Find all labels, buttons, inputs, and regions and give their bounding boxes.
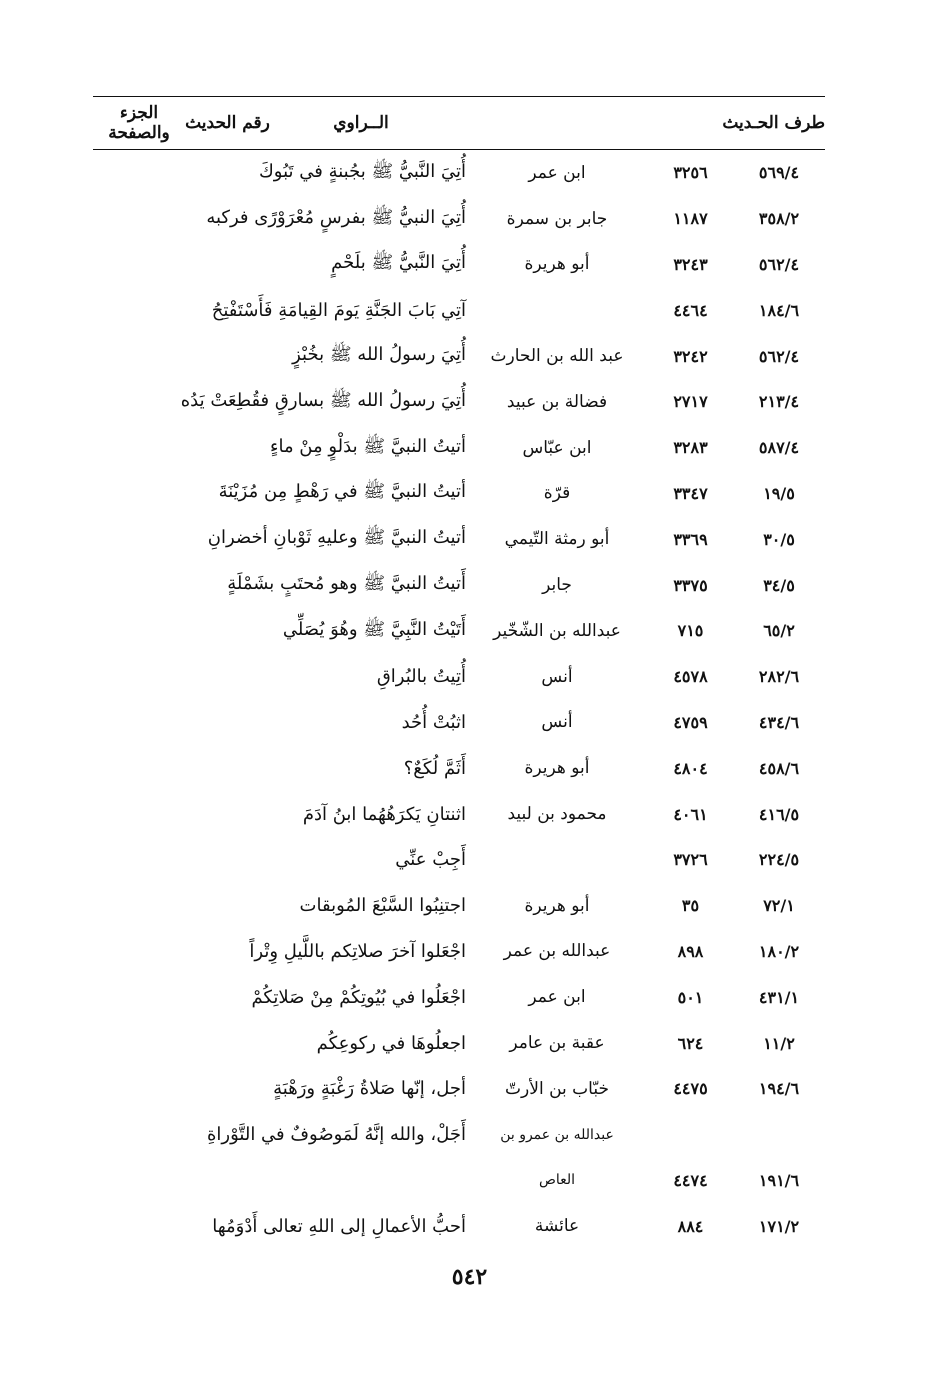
number-cell: ٥٠١ [677, 987, 704, 1007]
hadith-cell: أَجِبْ عنِّي [395, 849, 466, 871]
table-row [93, 1112, 825, 1158]
ref-cell: ١٨٠/٢ [758, 941, 800, 961]
hadith-cell: أُتِيتُ بالبُراقِ [376, 666, 466, 688]
narrator-cell: ابن عمر [528, 987, 586, 1008]
table-row [93, 287, 825, 333]
hadith-cell: أُتِيَ النبيُّ ﷺ بفرسٍ مُعْرَوْرًى فركبه [206, 206, 466, 228]
number-cell: ٤٠٦١ [673, 804, 708, 824]
number-cell: ٨٩٨ [677, 941, 704, 961]
hadith-cell: أتيتُ النبيَّ ﷺ في رَهْطٍ مِن مُزَيْنَةَ [218, 481, 466, 503]
hadith-cell: اثنتانِ يَكرَهُهُما ابنُ آدَمَ [302, 803, 466, 825]
hadith-cell: أحبُّ الأعمالِ إلى اللهِ تعالى أَدْوَمُها [212, 1215, 466, 1237]
narrator-cell: عائشة [534, 1216, 580, 1237]
hadith-cell: اثبُتْ أُحُد [401, 711, 466, 733]
hadith-cell: اجعلُوهَا في ركوعِكُم [316, 1032, 466, 1054]
ref-cell: ٤٣١/١ [758, 987, 800, 1007]
number-cell: ٣٢٤٢ [673, 346, 708, 366]
narrator-cell: محمود بن لبيد [507, 804, 607, 825]
table-row [93, 516, 825, 562]
narrator-cell: عبدالله بن عمرو بن [500, 1126, 614, 1143]
narrator-cell: أبو هريرة [524, 895, 590, 916]
number-cell: ٤٨٠٤ [673, 758, 708, 778]
table-row [93, 150, 825, 196]
hadith-cell: أُتِيَ النَّبيُّ ﷺ بلَحْمٍ [331, 252, 466, 274]
number-cell: ٣٣٤٧ [673, 483, 708, 503]
hadith-cell: أَتَيْتُ النَّبِيَّ ﷺ وهُوَ يُصَلِّي [282, 618, 466, 640]
ref-cell: ١١/٢ [763, 1033, 795, 1053]
page-number: ٥٤٢ [451, 1264, 488, 1290]
hadith-cell: اجْعَلُوا في بُيُوتِكُمْ مِنْ صَلاتِكُمْ [251, 986, 466, 1008]
hadith-cell: أُتِيَ رسولُ الله ﷺ بخُبْزٍ [292, 344, 466, 366]
table-row [93, 837, 825, 883]
ref-cell: ٢٨٢/٦ [758, 667, 800, 687]
ref-cell: ٤٣٤/٦ [758, 712, 800, 732]
ref-cell: ٣٠/٥ [763, 529, 795, 549]
table-row [93, 929, 825, 975]
table-header [93, 97, 825, 149]
table-row [93, 1020, 825, 1066]
narrator-cell: فضالة بن عبيد [506, 391, 608, 412]
narrator-cell: أنس [541, 666, 573, 687]
number-cell: ٣٣٦٩ [673, 529, 708, 549]
ref-cell: ١٩/٥ [763, 483, 795, 503]
narrator-cell: أنس [541, 712, 573, 733]
index-table [93, 96, 825, 1249]
hadith-cell: اجْعَلوا آخرَ صلاتِكم باللَّيلِ وِتْراً [249, 940, 466, 962]
narrator-cell: جابر بن سمرة [506, 208, 608, 229]
narrator-cell: خبّاب بن الأرتّ [505, 1078, 609, 1099]
table-row [93, 379, 825, 425]
number-cell: ٣٥ [681, 896, 700, 916]
table-row [93, 608, 825, 654]
header-ref: الجزء والصفحة [108, 103, 170, 143]
header-hadith: طرف الحـديث [722, 113, 825, 133]
ref-cell: ٤١٦/٥ [758, 804, 800, 824]
narrator-cell: أبو هريرة [524, 758, 590, 779]
hadith-cell: أتيتُ النبيَّ ﷺ بدَلْوٍ مِنْ ماءٍ [270, 435, 466, 457]
number-cell: ١١٨٧ [673, 209, 708, 229]
narrator-cell: جابر [542, 575, 572, 596]
hadith-cell: اجتنِبُوا السَّبْعَ المُوبقات [299, 895, 466, 917]
table-row [93, 196, 825, 242]
number-cell: ٣٣٧٥ [673, 575, 708, 595]
hadith-cell: أُتِيَ رسولُ الله ﷺ بسارقٍ فقُطِعَتْ يَدُه [180, 389, 466, 411]
narrator-cell: عبدالله بن عمر [503, 941, 611, 962]
ref-cell: ٤٥٨/٦ [758, 758, 800, 778]
narrator-cell: أبو هريرة [524, 254, 590, 275]
narrator-cell: ابن عمر [528, 162, 586, 183]
ref-cell: ٢١٣/٤ [758, 392, 800, 412]
ref-cell: ٧٢/١ [763, 896, 795, 916]
narrator-cell: ابن عبّاس [522, 437, 592, 458]
table-row [93, 791, 825, 837]
number-cell: ٤٤٦٤ [673, 300, 708, 320]
ref-cell: ٣٤/٥ [763, 575, 795, 595]
ref-cell: ٥٦٩/٤ [758, 163, 800, 183]
table-row [93, 745, 825, 791]
narrator-cell: عبد الله بن الحارث [490, 346, 624, 367]
header-number: رقم الحديث [185, 113, 270, 133]
narrator-cell: أبو رمثة التّيمي [504, 529, 610, 550]
hadith-cell: أَجَلْ، والله إنَّهُ لَمَوصُوفٌ في التَّوْراةِ [206, 1124, 466, 1146]
number-cell: ٤٤٧٤ [673, 1170, 708, 1190]
hadith-cell: أُتِيَ النَّبيُّ ﷺ بجُبنةٍ في تَبُوكَ [258, 160, 466, 182]
number-cell: ٨٨٤ [677, 1216, 704, 1236]
ref-cell: ٣٥٨/٢ [758, 209, 800, 229]
narrator-cell: العاص [538, 1172, 576, 1189]
number-cell: ٣٢٨٣ [673, 438, 708, 458]
hadith-cell: أجل، إنّها صَلاةُ رَغْبَةٍ ورَهْبَةٍ [273, 1078, 466, 1100]
ref-cell: ١٩٤/٦ [758, 1079, 800, 1099]
table-row [93, 471, 825, 517]
table-row [93, 242, 825, 288]
table-row [93, 425, 825, 471]
ref-cell: ٢٢٤/٥ [758, 850, 800, 870]
ref-cell: ١٧١/٢ [758, 1216, 800, 1236]
table-row [93, 333, 825, 379]
ref-cell: ١٨٤/٦ [758, 300, 800, 320]
table-row [93, 883, 825, 929]
header-narrator: الــراوي [333, 113, 389, 133]
narrator-cell: عبدالله بن الشّخّير [493, 620, 621, 641]
hadith-cell: أتيتُ النبيَّ ﷺ وعليهِ ثَوْبانِ أخضرانِ [207, 527, 466, 549]
number-cell: ٦٢٤ [677, 1033, 704, 1053]
table-row [93, 562, 825, 608]
table-row [93, 700, 825, 746]
number-cell: ٢٧١٧ [673, 392, 708, 412]
ref-cell: ١٩١/٦ [758, 1170, 800, 1190]
table-row [93, 1203, 825, 1249]
number-cell: ٤٧٥٩ [673, 712, 708, 732]
number-cell: ٣٢٥٦ [673, 163, 708, 183]
table-row [93, 1158, 825, 1204]
number-cell: ٤٤٧٥ [673, 1079, 708, 1099]
table-body [93, 150, 825, 1249]
narrator-cell: قرّة [543, 483, 571, 504]
hadith-cell: آتِي بَابَ الجَنَّةِ يَومَ القِيامَةِ فَأَسْتَفْتِحُ [211, 299, 466, 321]
table-row [93, 974, 825, 1020]
number-cell: ٤٥٧٨ [673, 667, 708, 687]
ref-cell: ٦٥/٢ [763, 621, 795, 641]
hadith-cell: أَثَمَّ لُكَعٌ؟ [403, 757, 466, 779]
number-cell: ٧١٥ [677, 621, 704, 641]
number-cell: ٣٧٢٦ [673, 850, 708, 870]
ref-cell: ٥٦٢/٤ [758, 254, 800, 274]
table-row [93, 1066, 825, 1112]
ref-cell: ٥٦٢/٤ [758, 346, 800, 366]
table-row [93, 654, 825, 700]
number-cell: ٣٢٤٣ [673, 254, 708, 274]
hadith-cell: أَتيتُ النبيَّ ﷺ وهو مُحتَبٍ بشَمْلَةٍ [227, 573, 466, 595]
ref-cell: ٥٨٧/٤ [758, 438, 800, 458]
narrator-cell: عقبة بن عامر [509, 1033, 605, 1054]
